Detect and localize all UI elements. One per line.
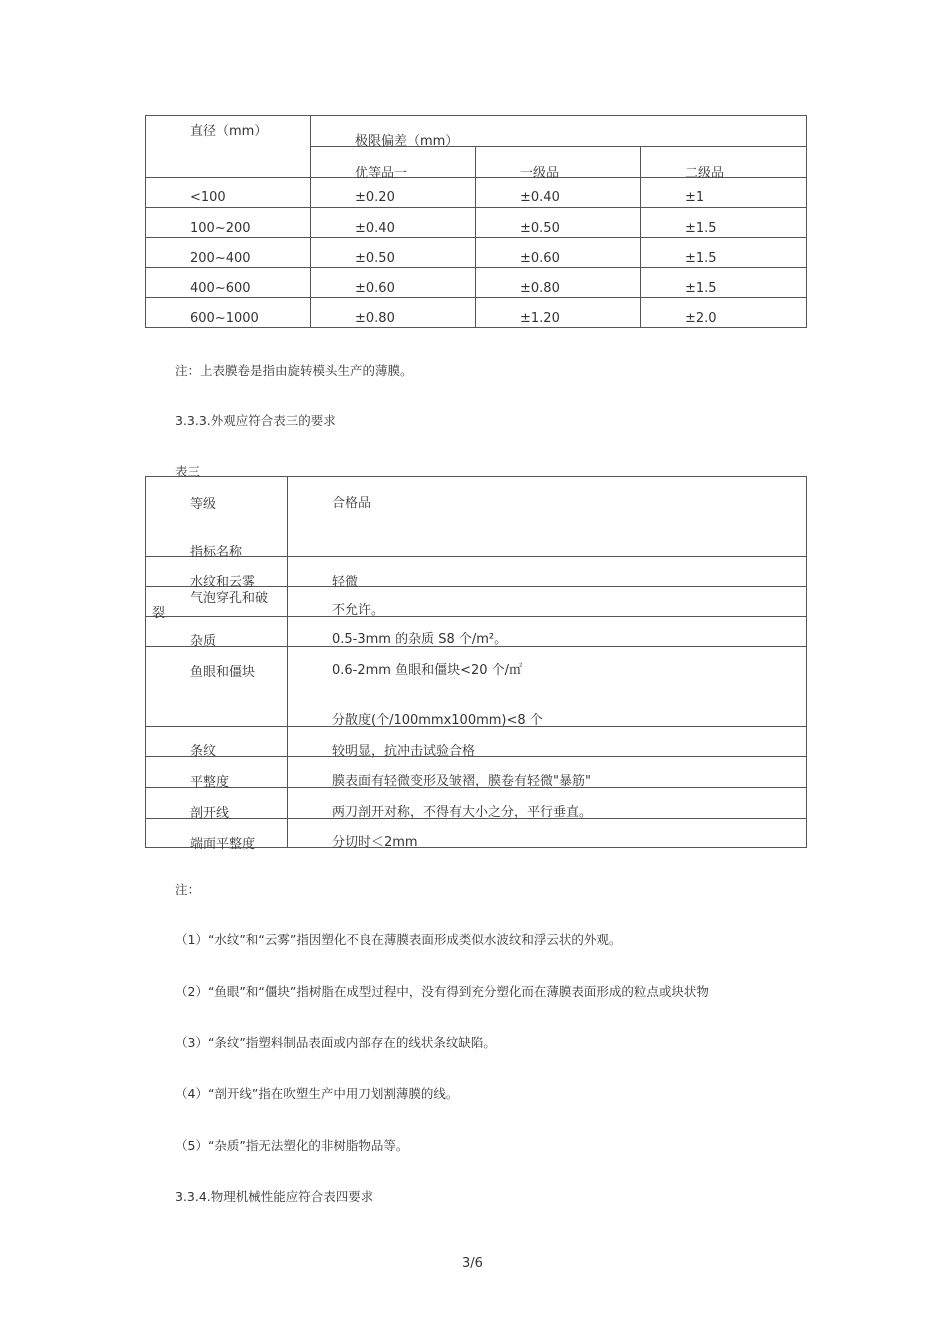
table3-caption: 表三 — [175, 464, 201, 479]
appearance-table — [145, 476, 807, 852]
indicator-value: 两刀剖开对称，不得有大小之分，平行垂直。 — [332, 805, 593, 820]
indicator-name: 端面平整度 — [190, 837, 256, 852]
table-row — [146, 238, 807, 268]
table-row — [146, 788, 807, 819]
tolerance-value: ±1 — [685, 190, 705, 205]
tolerance-value: ±2.0 — [685, 311, 717, 326]
tolerance-value: ±1.20 — [520, 311, 560, 326]
table-row — [146, 557, 807, 587]
table-row — [146, 617, 807, 647]
tolerance-value: ±0.50 — [355, 251, 395, 266]
table-row — [146, 757, 807, 788]
grade-label: 优等品一 — [355, 166, 408, 181]
diameter-value: <100 — [190, 190, 226, 205]
grade-cell — [311, 147, 476, 181]
indicator-value: 0.5-3mm 的杂质 S8 个/m²。 — [332, 632, 508, 647]
indicator-name-wrap: 裂 — [152, 606, 166, 621]
table-row — [146, 587, 807, 617]
table-row — [146, 208, 807, 238]
diameter-tolerance-table — [145, 115, 807, 328]
header-diameter: 直径（mm） — [190, 124, 268, 139]
table-row — [146, 178, 807, 208]
header-tolerance-cell — [311, 116, 807, 147]
tolerance-value: ±0.40 — [355, 221, 395, 236]
indicator-name: 水纹和云雾 — [190, 575, 256, 590]
table-row — [146, 819, 807, 848]
section-heading-334: 3.3.4.物理机械性能应符合表四要求 — [175, 1189, 374, 1204]
table1-note: 注：上表膜卷是指由旋转模头生产的薄膜。 — [175, 363, 413, 378]
tolerance-value: ±1.5 — [685, 281, 717, 296]
header-grade: 等级 — [190, 497, 217, 512]
grade-cell — [641, 147, 807, 181]
table-row — [146, 727, 807, 757]
indicator-value: 轻微 — [332, 575, 359, 590]
tolerance-value: ±0.20 — [355, 190, 395, 205]
diameter-value: 200~400 — [190, 251, 251, 266]
header-indicator: 指标名称 — [190, 545, 243, 560]
indicator-value: 不允许。 — [332, 603, 385, 618]
tolerance-value: ±0.60 — [355, 281, 395, 296]
diameter-value: 400~600 — [190, 281, 251, 296]
header-qualified: 合格品 — [332, 496, 372, 511]
tolerance-value: ±0.40 — [520, 190, 560, 205]
tolerance-value: ±1.5 — [685, 221, 717, 236]
tolerance-value: ±0.60 — [520, 251, 560, 266]
indicator-name: 杂质 — [190, 634, 217, 649]
indicator-value: 分切时＜2mm — [332, 835, 418, 850]
note-item: （2）“鱼眼”和“僵块”指树脂在成型过程中，没有得到充分塑化而在薄膜表面形成的粒点或块状物 — [175, 984, 709, 999]
diameter-value: 600~1000 — [190, 311, 259, 326]
note-item: （3）“条纹”指塑料制品表面或内部存在的线状条纹缺陷。 — [175, 1035, 496, 1050]
header-diameter-cell — [146, 116, 311, 178]
indicator-value: 膜表面有轻微变形及皱褶，膜卷有轻微"暴筋" — [332, 774, 591, 789]
note-item: （4）“剖开线”指在吹塑生产中用刀划割薄膜的线。 — [175, 1086, 459, 1101]
indicator-name: 鱼眼和僵块 — [190, 665, 256, 680]
notes-title: 注： — [175, 882, 201, 897]
table-row — [146, 647, 807, 727]
indicator-name: 条纹 — [190, 744, 217, 759]
indicator-name: 平整度 — [190, 775, 230, 790]
indicator-value: 较明显，抗冲击试验合格 — [332, 744, 476, 759]
note-item: （5）“杂质”指无法塑化的非树脂物品等。 — [175, 1138, 409, 1153]
section-heading-333: 3.3.3.外观应符合表三的要求 — [175, 413, 336, 428]
grade-cell — [476, 147, 641, 181]
tolerance-value: ±1.5 — [685, 251, 717, 266]
header-qualified-cell — [288, 477, 807, 557]
tolerance-value: ±0.80 — [355, 311, 395, 326]
tolerance-value: ±0.50 — [520, 221, 560, 236]
header-grade-indicator-cell — [146, 477, 288, 560]
tolerance-value: ±0.80 — [520, 281, 560, 296]
indicator-value: 0.6-2mm 鱼眼和僵块<20 个/㎡ — [332, 663, 523, 678]
grade-label: 一级品 — [520, 166, 560, 181]
header-tolerance: 极限偏差（mm） — [355, 134, 459, 149]
page-number: 3/6 — [462, 1256, 483, 1271]
table-row — [146, 268, 807, 298]
note-item: （1）“水纹”和“云雾”指因塑化不良在薄膜表面形成类似水波纹和浮云状的外观。 — [175, 932, 622, 947]
indicator-name: 剖开线 — [190, 806, 230, 821]
table-row — [146, 298, 807, 328]
grade-label: 二级品 — [685, 166, 725, 181]
diameter-value: 100~200 — [190, 221, 251, 236]
indicator-name: 气泡穿孔和破 — [190, 591, 269, 606]
indicator-value-line2: 分散度(个/100mmx100mm)<8 个 — [332, 713, 543, 728]
